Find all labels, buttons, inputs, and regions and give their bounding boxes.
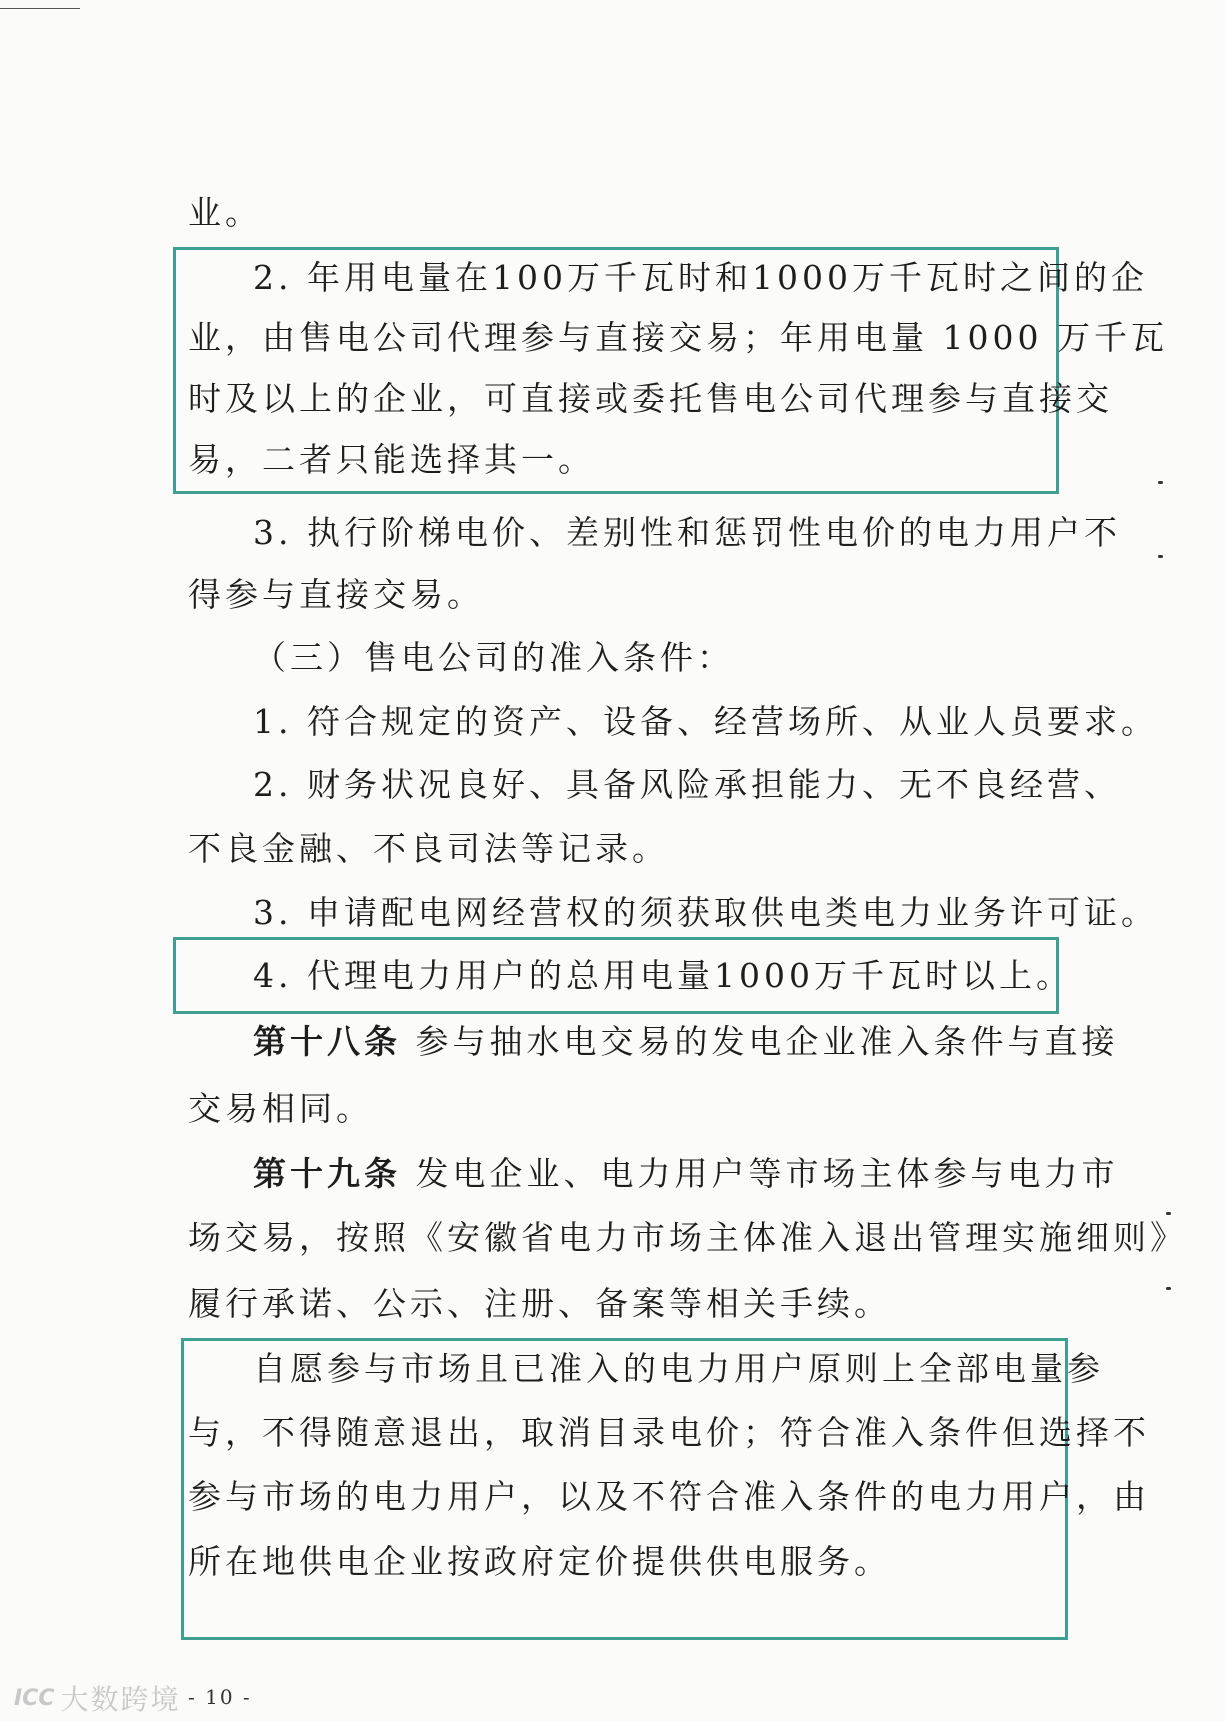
scan-edge-mark [60, 8, 80, 9]
text-line: 业，由售电公司代理参与直接交易；年用电量 1000 万千瓦 [188, 318, 1168, 357]
text-line: 交易相同。 [188, 1089, 373, 1128]
scan-speck [1166, 1212, 1171, 1215]
article-line [253, 1154, 1119, 1194]
article-text: 发电企业、电力用户等市场主体参与电力市 [401, 1154, 1119, 1193]
text-line: 得参与直接交易。 [188, 575, 484, 614]
text-line: 3. 申请配电网经营权的须获取供电类电力业务许可证。 [253, 893, 1158, 932]
section-heading: （三）售电公司的准入条件： [253, 638, 734, 677]
watermark-logo: ICC [14, 1685, 55, 1711]
text-line: 易，二者只能选择其一。 [188, 440, 595, 479]
text-line: 与，不得随意退出，取消目录电价；符合准入条件但选择不 [188, 1413, 1150, 1452]
scan-edge-mark [0, 8, 60, 9]
text-line: 4. 代理电力用户的总用电量1000万千瓦时以上。 [253, 956, 1073, 995]
scan-speck [1158, 555, 1163, 558]
text-line: 2. 财务状况良好、具备风险承担能力、无不良经营、 [253, 765, 1121, 804]
scan-speck [1166, 1287, 1171, 1290]
text-line: 所在地供电企业按政府定价提供供电服务。 [188, 1542, 891, 1581]
text-line: 不良金融、不良司法等记录。 [188, 829, 669, 868]
article-label: 第十九条 [253, 1154, 401, 1193]
scan-speck [1158, 481, 1163, 484]
text-line: 业。 [188, 193, 262, 232]
text-line: 自愿参与市场且已准入的电力用户原则上全部电量参 [253, 1349, 1104, 1388]
text-line: 场交易，按照《安徽省电力市场主体准入退出管理实施细则》 [188, 1218, 1187, 1257]
text-line: 2. 年用电量在100万千瓦时和1000万千瓦时之间的企 [253, 258, 1148, 297]
text-line: 1. 符合规定的资产、设备、经营场所、从业人员要求。 [253, 702, 1158, 741]
text-line: 履行承诺、公示、注册、备案等相关手续。 [188, 1284, 891, 1323]
page-number: - 10 - [188, 1685, 252, 1709]
text-line: 3. 执行阶梯电价、差别性和惩罚性电价的电力用户不 [253, 513, 1121, 552]
article-text: 参与抽水电交易的发电企业准入条件与直接 [401, 1022, 1119, 1061]
article-label: 第十八条 [253, 1022, 401, 1061]
watermark-text: 大数跨境 [60, 1683, 181, 1716]
watermark [14, 1678, 181, 1718]
article-line [253, 1022, 1119, 1062]
text-line: 时及以上的企业，可直接或委托售电公司代理参与直接交 [188, 379, 1113, 418]
text-line: 参与市场的电力用户，以及不符合准入条件的电力用户，由 [188, 1477, 1150, 1516]
